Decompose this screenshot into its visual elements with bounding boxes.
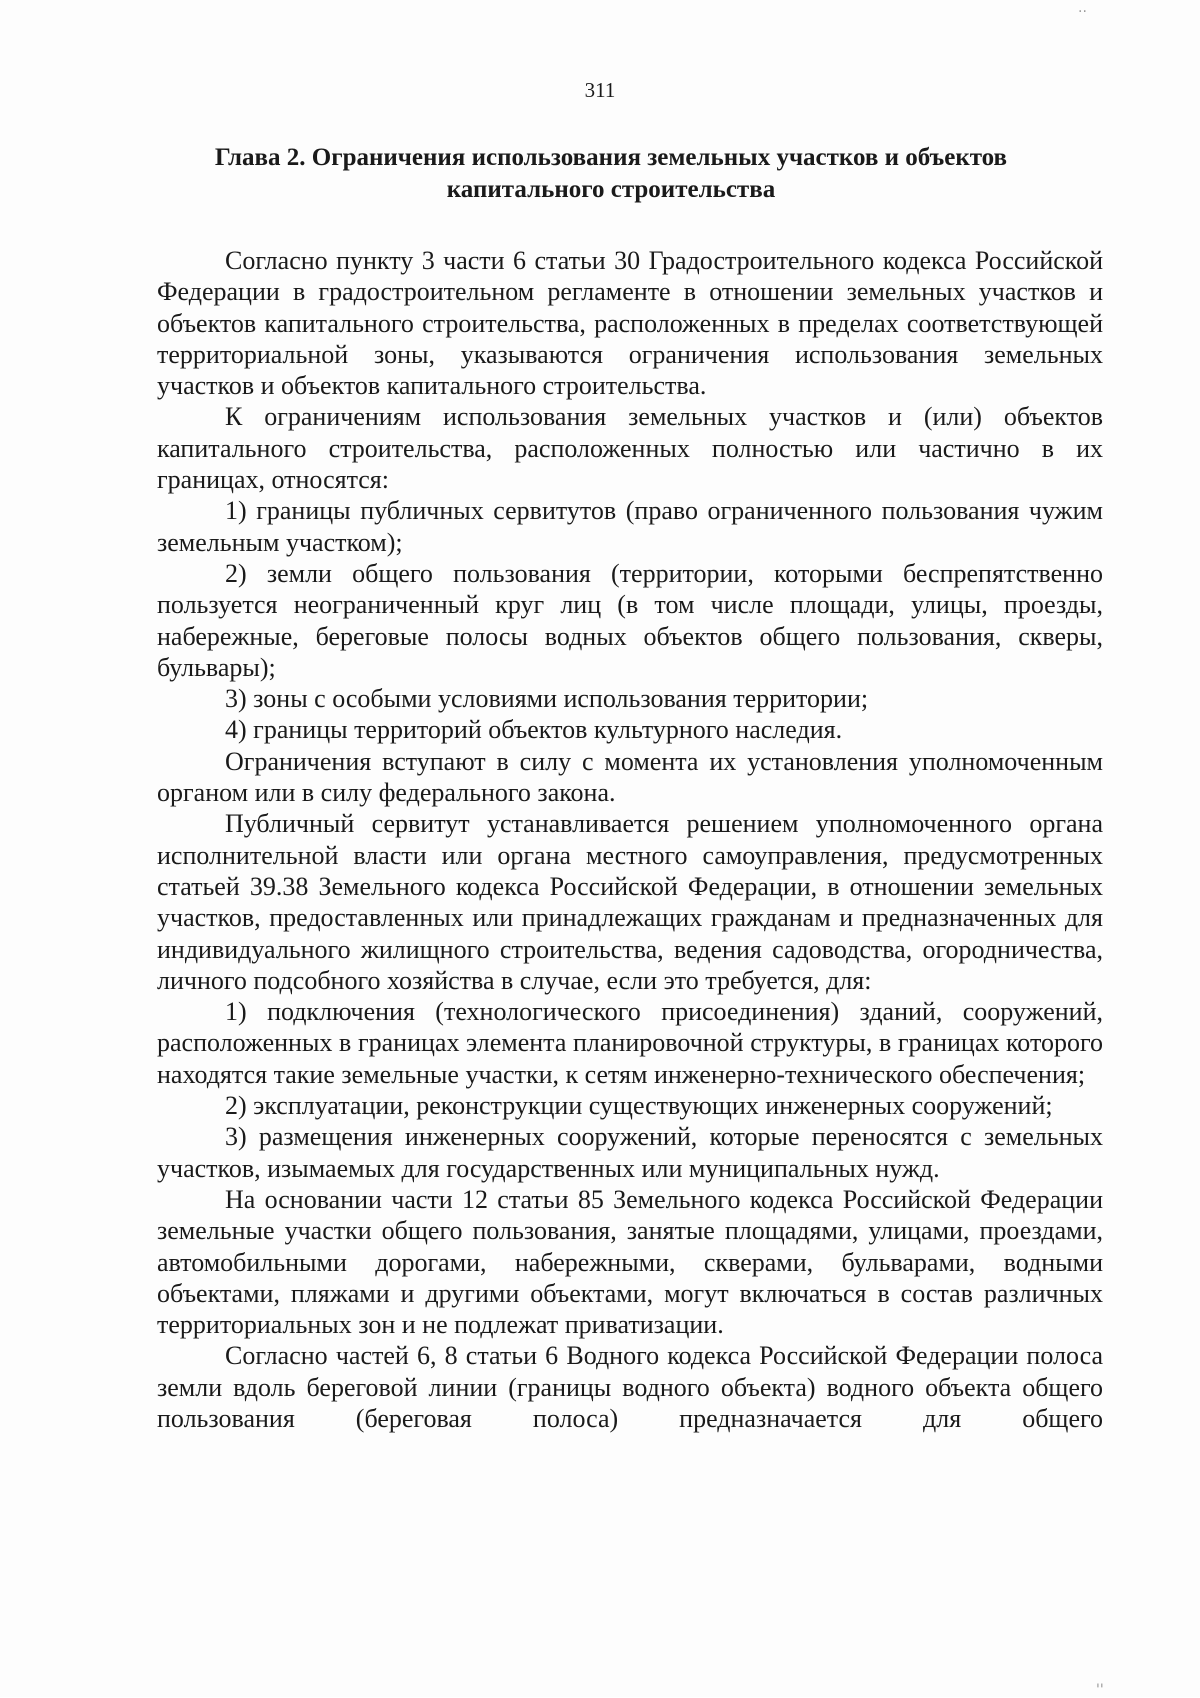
list-item-servitudes: 1) границы публичных сервитутов (право ограниченного пользования чужим земельным участком); bbox=[157, 496, 1103, 557]
paragraph-2: К ограничениям использования земельных участков и (или) объектов капитального строительства, расположенных полностью или частично в их границах, относятся: bbox=[157, 402, 1103, 495]
list-item-operation: 2) эксплуатации, реконструкции существующих инженерных сооружений; bbox=[225, 1091, 1053, 1121]
paragraph-restrictions-effect: Ограничения вступают в силу с момента их установления уполномоченным органом или в силу федерального закона. bbox=[157, 746, 1103, 808]
list-item-relocation: 3) размещения инженерных сооружений, которые переносятся с земельных участков, изымаемых для государственных или муниципальных нужд. bbox=[157, 1122, 1103, 1183]
paragraph-water-code: Согласно частей 6, 8 статьи 6 Водного кодекса Российской Федерации полоса земли вдоль береговой линии (границы водного объекта) водного объекта общего пользования (береговая полоса) предназначается для общего bbox=[157, 1341, 1103, 1433]
scan-mark-bottom: '' bbox=[1096, 1682, 1104, 1698]
list-item-public-lands: 2) земли общего пользования (территории, которыми беспрепятственно пользуется неограниченный круг лиц (в том числе площади, улицы, проезды, набережные, береговые полосы водных объектов общего пользования, скверы, бульвары); bbox=[157, 558, 1103, 682]
scan-mark-top: .. bbox=[1078, 0, 1087, 16]
list-item-connection: 1) подключения (технологического присоединения) зданий, сооружений, расположенных в границах элемента планировочной структуры, в границах которого находятся такие земельные участки, к сетям инженерно-технического обеспечения; bbox=[157, 997, 1103, 1089]
list-item-cultural-heritage: 4) границы территорий объектов культурного наследия. bbox=[225, 715, 843, 745]
chapter-heading-line-2: капитального строительства bbox=[446, 176, 776, 203]
page-number: 311 bbox=[584, 78, 616, 102]
paragraph-public-servitude: Публичный сервитут устанавливается решением уполномоченного органа исполнительной власти или органа местного самоуправления, предусмотренных статьей 39.38 Земельного кодекса Российской Федерации, в отношении земельных участков, предоставленных или принадлежащих гражданам и предназначенных для индивидуального жилищного строительства, ведения садоводства, огородничества, личного подсобного хозяйства в случае, если это требуется, для: bbox=[157, 809, 1103, 995]
chapter-heading bbox=[150, 142, 1072, 206]
paragraph-1: Согласно пункту 3 части 6 статьи 30 Градостроительного кодекса Российской Федерации в градостроительном регламенте в отношении земельных участков и объектов капитального строительства, расположенных в пределах соответствующей территориальной зоны, указываются ограничения использования земельных участков и объектов капитального строительства. bbox=[157, 246, 1103, 401]
list-item-special-zones: 3) зоны с особыми условиями использования территории; bbox=[225, 684, 869, 714]
body-text bbox=[157, 245, 1103, 1434]
paragraph-land-code: На основании части 12 статьи 85 Земельного кодекса Российской Федерации земельные участки общего пользования, занятые площадями, улицами, проездами, автомобильными дорогами, набережными, скверами, бульварами, водными объектами, пляжами и другими объектами, могут включаться в состав различных территориальных зон и не подлежат приватизации. bbox=[157, 1184, 1103, 1340]
chapter-heading-line-1: Глава 2. Ограничения использования земельных участков и объектов bbox=[214, 144, 1008, 171]
